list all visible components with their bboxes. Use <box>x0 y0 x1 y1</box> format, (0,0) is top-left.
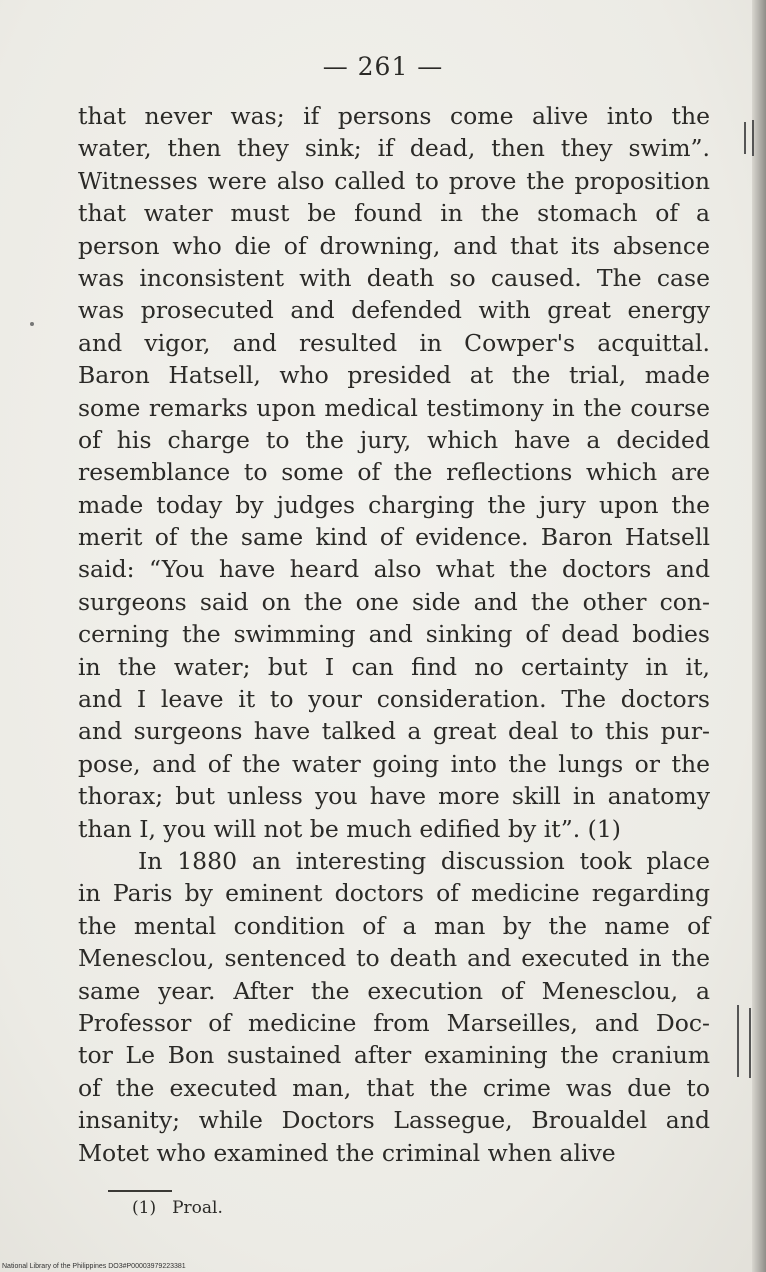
text-line: was prosecuted and defended with great energy <box>78 296 710 325</box>
text-line: and vigor, and resulted in Cowper's acquittal. <box>78 328 710 357</box>
footnote <box>132 1198 239 1218</box>
text-line: said: “You have heard also what the doctors and <box>78 555 710 584</box>
text-line: Motet who examined the criminal when alive <box>78 1138 616 1167</box>
text-line: of his charge to the jury, which have a decided <box>78 425 710 454</box>
text-line: tor Le Bon sustained after examining the cranium <box>78 1041 710 1070</box>
text-line: of the executed man, that the crime was due to <box>78 1073 710 1102</box>
text-line: surgeons said on the one side and the other con- <box>78 587 710 616</box>
paper-speck <box>30 322 34 326</box>
text-line: some remarks upon medical testimony in the course <box>78 393 710 422</box>
text-line: person who die of drowning, and that its absence <box>78 231 710 260</box>
text-line: that water must be found in the stomach of a <box>78 199 710 228</box>
margin-pencil-mark <box>744 122 746 154</box>
text-line: and I leave it to your consideration. The doctors <box>78 685 710 714</box>
footnote-marker: (1) <box>132 1198 157 1218</box>
margin-pencil-mark <box>749 1008 751 1078</box>
text-line: same year. After the execution of Menesclou, a <box>78 976 710 1005</box>
text-line: resemblance to some of the reflections which are <box>78 458 710 487</box>
page-edge-shadow <box>752 0 766 1272</box>
text-line: made today by judges charging the jury upon the <box>78 490 710 519</box>
text-line: Menesclou, sentenced to death and executed in the <box>78 944 710 973</box>
text-line: in Paris by eminent doctors of medicine regarding <box>78 879 710 908</box>
footnote-text: Proal. <box>172 1198 223 1218</box>
text-line: in the water; but I can find no certainty in it, <box>78 652 710 681</box>
margin-pencil-mark <box>752 120 754 156</box>
text-line: water, then they sink; if dead, then they swim”. <box>78 134 710 163</box>
text-line: that never was; if persons come alive into the <box>78 102 710 130</box>
body-text <box>78 100 710 1169</box>
text-line: Witnesses were also called to prove the proposition <box>78 166 710 195</box>
paragraph-start-line: In 1880 an interesting discussion took place <box>138 846 710 875</box>
text-line: Professor of medicine from Marseilles, and Doc- <box>78 1008 710 1037</box>
text-line: Baron Hatsell, who presided at the trial, made <box>78 361 710 390</box>
text-line: was inconsistent with death so caused. The case <box>78 263 710 292</box>
text-line: and surgeons have talked a great deal to this pur- <box>78 717 710 746</box>
text-line: merit of the same kind of evidence. Baron Hatsell <box>78 523 710 552</box>
margin-pencil-mark <box>737 1005 739 1077</box>
footnote-rule <box>108 1190 172 1192</box>
text-line: insanity; while Doctors Lassegue, Broualdel and <box>78 1106 710 1135</box>
text-line: the mental condition of a man by the name of <box>78 911 710 940</box>
text-line: cerning the swimming and sinking of dead bodies <box>78 620 710 649</box>
text-line: than I, you will not be much edified by it”. (1) <box>78 814 621 843</box>
text-line: thorax; but unless you have more skill in anatomy <box>78 782 710 811</box>
page-number: — 261 — <box>322 52 444 81</box>
library-credit: National Library of the Philippines DO3#P00003979223381 <box>2 1263 186 1270</box>
text-line: pose, and of the water going into the lungs or the <box>78 749 710 778</box>
